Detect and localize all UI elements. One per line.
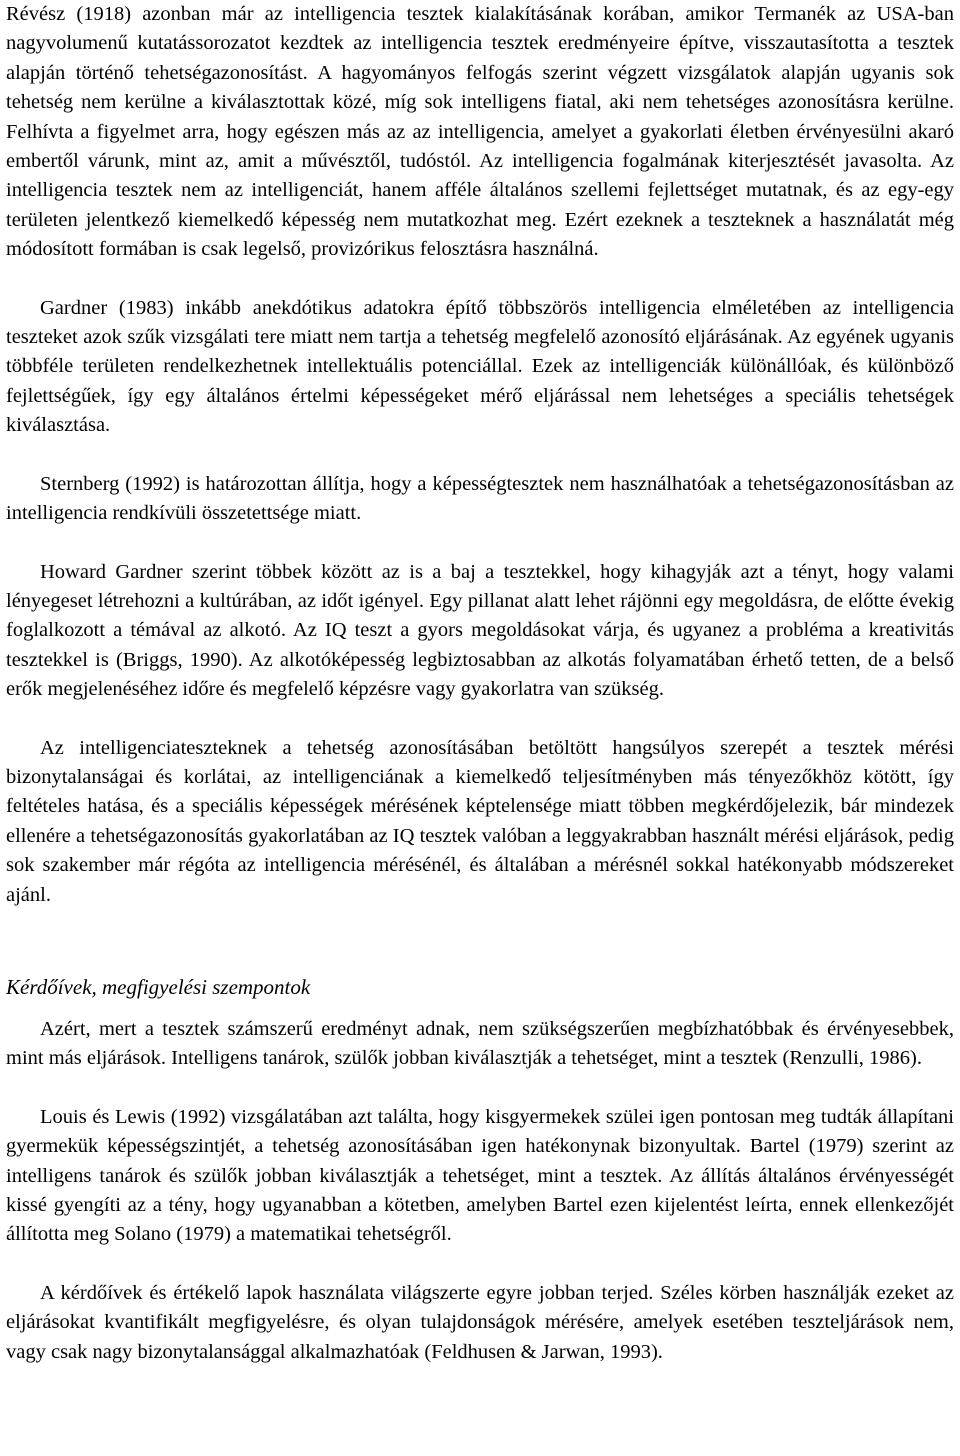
paragraph-iq-tests: Az intelligenciateszteknek a tehetség azonosításában betöltött hangsúlyos szerepét a tesztek mérési bizonytalanságai és korlátai, az intelligenciának a kiemelkedő teljesítményben más tényezőkhöz kötött, így feltételes hatása, és a speciális képességek mérésének képtelensége miatt többen megkérdőjelezik, bár mindezek ellenére a tehetségazonosítás gyakorlatában az IQ tesztek valóban a leggyakrabban használt mérési eljárások, pedig sok szakember már régóta az intelligencia mérésénél, és általában a mérésnél sokkal hatékonyabb módszereket ajánl. <box>6 736 954 906</box>
paragraph-gardner-1983: Gardner (1983) inkább anekdótikus adatokra építő többszörös intelligencia elméletében az intelligencia teszteket azok szűk vizsgálati tere miatt nem tartja a tehetség megfelelő azonosító eljárásának. Az egyének ugyanis többféle területen rendelkezhetnek intellektuális potenciállal. Ezek az intelligenciák különállóak, és különböző fejlettségűek, így egy általános értelmi képességeket mérő eljárással nem lehetséges a speciális tehetségek kiválasztása. <box>6 296 954 437</box>
paragraph-revesz: Révész (1918) azonban már az intelligencia tesztek kialakításának korában, amikor Termanék az USA-ban nagyvolumenű kutatássorozatot kezdtek az intelligencia tesztek eredményeire építve, visszautasította a tesztek alapján történő tehetségazonosítást. A hagyományos felfogás szerint végzett vizsgálatok alapján ugyanis sok tehetség nem kerülne a kiválasztottak közé, míg sok intelligens fiatal, aki nem tehetséges azonosításra kerülne. Felhívta a figyelmet arra, hogy egészen más az az intelligencia, amelyet a gyakorlati életben érvényesülni akaró embertől várunk, mint az, amit a művésztől, tudóstól. Az intelligencia fogalmának kiterjesztését javasolta. Az intelligencia tesztek nem az intelligenciát, hanem afféle általános szellemi fejlettséget mutatnak, és az egy-egy területen jelentkező kiemelkedő képesség nem mutatkozhat meg. Ezért ezeknek a teszteknek a használatát még módosított formában is csak legelső, provizórikus felosztásra használná. <box>6 3 954 261</box>
section-heading: Kérdőívek, megfigyelési szempontok <box>6 974 311 999</box>
paragraph-questionnaires: A kérdőívek és értékelő lapok használata világszerte egyre jobban terjed. Széles körben használják ezeket az eljárásokat kvantifikált megfigyelésre, és olyan tulajdonságok mérésére, amelyek esetében teszteljárások nem, vagy csak nagy bizonytalansággal alkalmazhatóak (Feldhusen & Jarwan, 1993). <box>6 1281 954 1363</box>
paragraph-sternberg: Sternberg (1992) is határozottan állítja, hogy a képességtesztek nem használhatóak a tehetségazonosításban az intelligencia rendkívüli összetettsége miatt. <box>6 472 954 525</box>
paragraph-louis-lewis: Louis és Lewis (1992) vizsgálatában azt találta, hogy kisgyermekek szülei igen pontosan meg tudták állapítani gyermekük képességszintjét, a tehetség azonosításában igen hatékonynak bizonyultak. Bartel (1979) szerint az intelligens tanárok és szülők jobban kiválasztják a tehetséget, mint a tesztek. Az állítás általános érvényességét kissé gyengíti az a tény, hogy ugyanabban a kötetben, amelyben Bartel ezen kijelentést leírta, ennek ellenkezőjét állította meg Solano (1979) a matematikai tehetségről. <box>6 1105 954 1246</box>
paragraph-howard-gardner: Howard Gardner szerint többek között az is a baj a tesztekkel, hogy kihagyják azt a tényt, hogy valami lényegeset létrehozni a kultúrában, az időt igényel. Egy pillanat alatt lehet rájönni egy megoldásra, de előtte évekig foglalkozott a témával az alkotó. Az IQ teszt a gyors megoldásokat várja, és ugyanez a probléma a kreativitás tesztekkel is (Briggs, 1990). Az alkotóképesség legbiztosabban az alkotás folyamatában érhető tetten, de a belső erők megjelenéséhez időre és megfelelő képzésre vagy gyakorlatra van szükség. <box>6 560 954 701</box>
paragraph-renzulli: Azért, mert a tesztek számszerű eredményt adnak, nem szükségszerűen megbízhatóbbak és érvényesebbek, mint más eljárások. Intelligens tanárok, szülők jobban kiválasztják a tehetséget, mint a tesztek (Renzulli, 1986). <box>6 1017 954 1070</box>
